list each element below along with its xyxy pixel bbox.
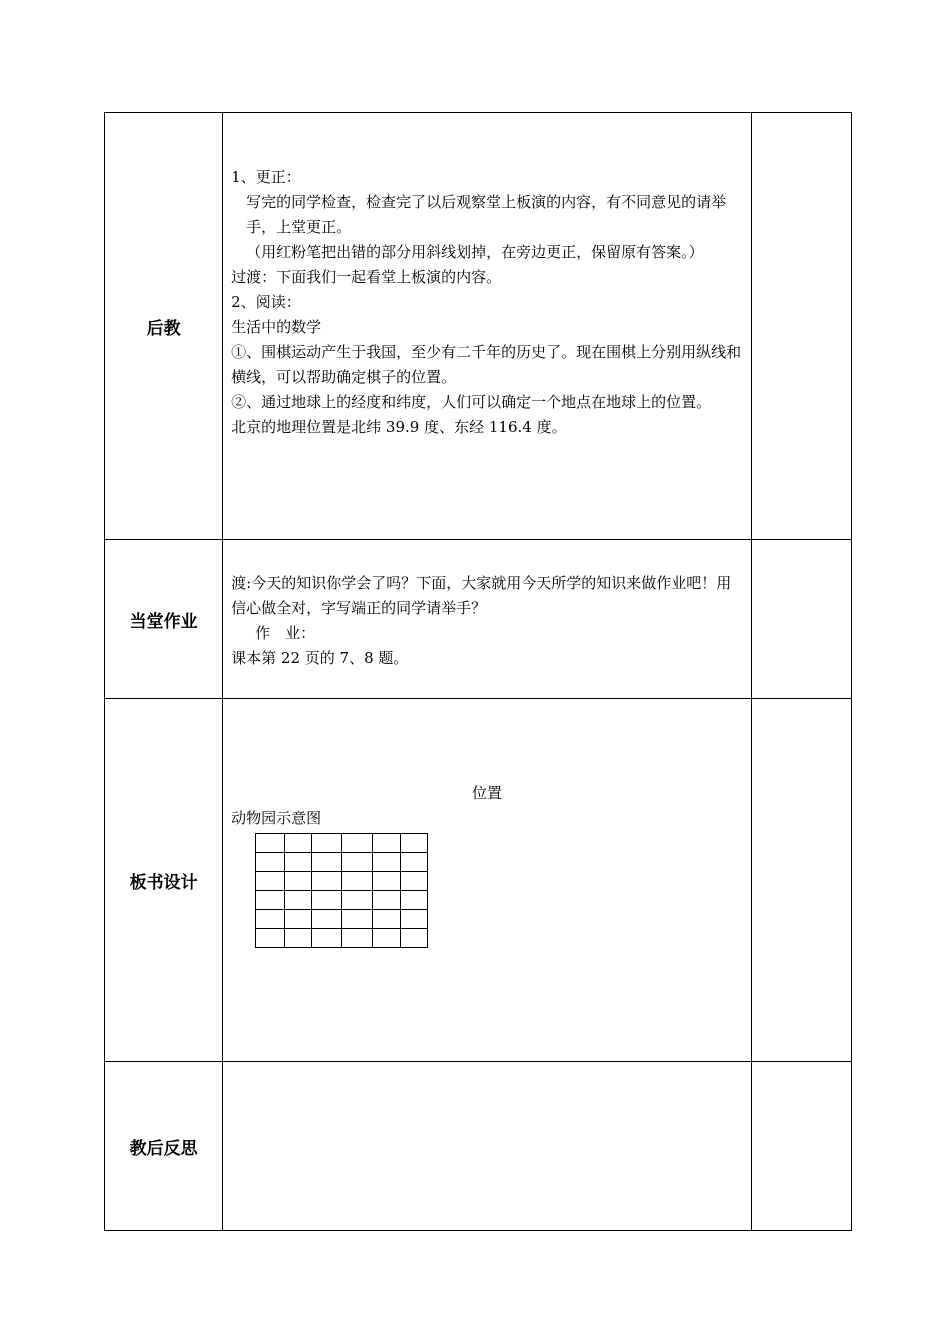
- text-line: （用红粉笔把出错的部分用斜线划掉，在旁边更正，保留原有答案。）: [246, 243, 704, 261]
- grid-cell: [285, 910, 312, 929]
- grid-cell: [342, 929, 373, 948]
- row-label: 当堂作业: [105, 540, 223, 699]
- board-title: 位置: [472, 784, 503, 802]
- zoo-grid: [255, 833, 428, 948]
- row-after-teaching: [105, 113, 852, 540]
- grid-cell: [373, 834, 401, 853]
- grid-cell: [342, 853, 373, 872]
- grid-cell: [285, 929, 312, 948]
- note-cell: [751, 113, 851, 540]
- grid-cell: [256, 834, 285, 853]
- grid-row: [256, 834, 428, 853]
- grid-cell: [285, 853, 312, 872]
- grid-cell: [401, 853, 428, 872]
- grid-row: [256, 872, 428, 891]
- text-line: 过渡：下面我们一起看堂上板演的内容。: [231, 268, 502, 286]
- grid-cell: [401, 872, 428, 891]
- text-line: 北京的地理位置是北纬 39.9 度、东经 116.4 度。: [231, 418, 567, 436]
- text-line: ②、通过地球上的经度和纬度，人们可以确定一个地点在地球上的位置。: [231, 393, 712, 411]
- note-cell: [751, 1062, 851, 1231]
- text-line: 写完的同学检查，检查完了以后观察堂上板演的内容，有不同意见的请举手，上堂更正。: [246, 193, 727, 236]
- grid-cell: [373, 872, 401, 891]
- note-cell: [751, 699, 851, 1062]
- grid-cell: [312, 910, 342, 929]
- grid-cell: [373, 891, 401, 910]
- grid-cell: [342, 834, 373, 853]
- text-line: 课本第 22 页的 7、8 题。: [231, 649, 409, 667]
- grid-cell: [256, 853, 285, 872]
- grid-cell: [312, 929, 342, 948]
- grid-cell: [285, 891, 312, 910]
- grid-cell: [312, 891, 342, 910]
- grid-cell: [256, 872, 285, 891]
- row-label: 教后反思: [105, 1062, 223, 1231]
- grid-cell: [256, 891, 285, 910]
- grid-cell: [312, 834, 342, 853]
- grid-cell: [256, 910, 285, 929]
- text-line: 1、更正：: [231, 168, 301, 186]
- grid-cell: [401, 891, 428, 910]
- grid-cell: [401, 910, 428, 929]
- grid-cell: [312, 872, 342, 891]
- content-cell: [223, 699, 752, 1062]
- grid-cell: [342, 910, 373, 929]
- grid-row: [256, 853, 428, 872]
- row-board-design: [105, 699, 852, 1062]
- grid-cell: [312, 853, 342, 872]
- note-cell: [751, 540, 851, 699]
- row-label: 板书设计: [105, 699, 223, 1062]
- text-line: 渡:今天的知识你学会了吗？下面，大家就用今天所学的知识来做作业吧！用信心做全对，字写端正的同学请举手？: [231, 574, 732, 617]
- grid-row: [256, 929, 428, 948]
- row-classwork: [105, 540, 852, 699]
- text-line: 作 业：: [255, 624, 316, 642]
- grid-cell: [373, 929, 401, 948]
- content-cell: [223, 540, 752, 699]
- text-line: ①、围棋运动产生于我国，至少有二千年的历史了。现在围棋上分别用纵线和横线，可以帮助确定棋子的位置。: [231, 343, 742, 386]
- diagram-caption: 动物园示意图: [231, 809, 322, 827]
- grid-cell: [342, 872, 373, 891]
- content-cell: [223, 113, 752, 540]
- grid-cell: [285, 872, 312, 891]
- grid-cell: [401, 834, 428, 853]
- content-cell: [223, 1062, 752, 1231]
- grid-cell: [373, 853, 401, 872]
- grid-row: [256, 891, 428, 910]
- grid-cell: [285, 834, 312, 853]
- grid-cell: [401, 929, 428, 948]
- row-label: 后教: [105, 113, 223, 540]
- row-reflection: [105, 1062, 852, 1231]
- grid-cell: [342, 891, 373, 910]
- text-line: 2、阅读：: [231, 293, 301, 311]
- lesson-plan-table: [104, 112, 852, 1231]
- grid-row: [256, 910, 428, 929]
- text-line: 生活中的数学: [231, 318, 322, 336]
- grid-cell: [373, 910, 401, 929]
- grid-cell: [256, 929, 285, 948]
